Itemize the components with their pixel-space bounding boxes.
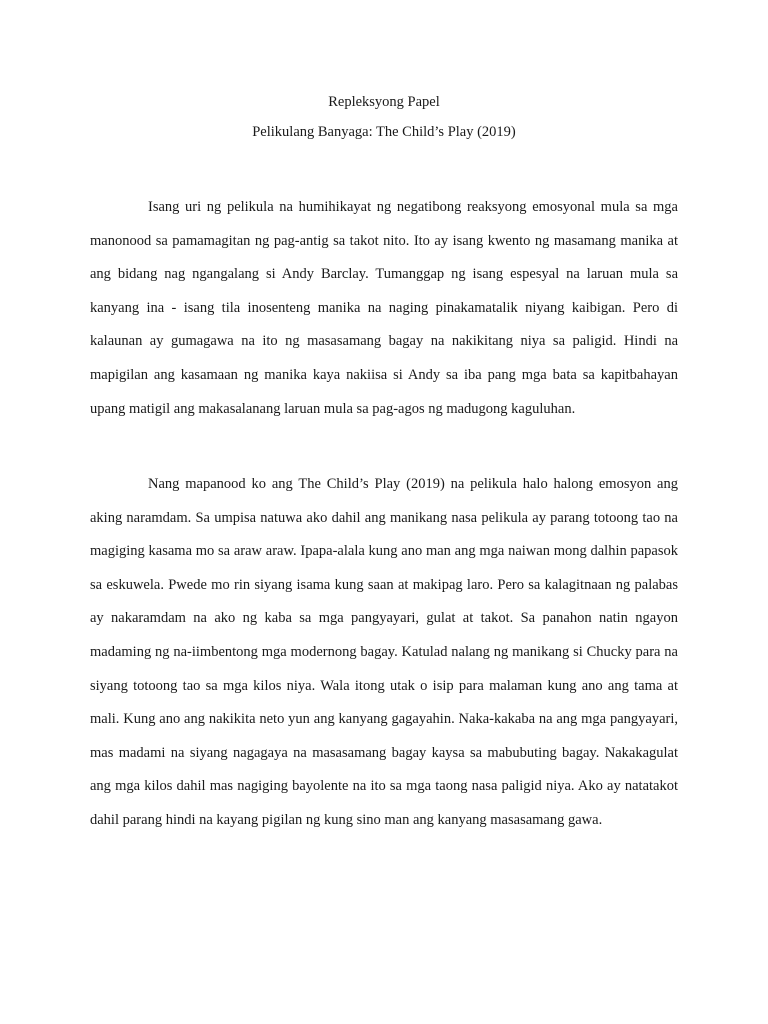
paragraph-2: Nang mapanood ko ang The Child’s Play (2019) na pelikula halo halong emosyon ang aking naramdam. Sa umpisa natuwa ako dahil ang manikang nasa pelikula ay parang totoong tao na magiging kasama mo sa araw araw. Ipapa-alala kung ano man ang mga naiwan mong dalhin papasok sa eskuwela. Pwede mo rin siyang isama kung saan at makipag laro. Pero sa kalagitnaan ng palabas ay nakaramdam na ako ng kaba sa mga pangyayari, gulat at takot. Sa panahon natin ngayon madaming ng na-iimbentong mga modernong bagay. Katulad nalang ng manikang si Chucky para na siyang totoong tao sa mga kilos niya. Wala itong utak o isip para malaman kung ano ang tama at mali. Kung ano ang nakikita neto yun ang kanyang gagayahin. Naka-kakaba na ang mga pangyayari, mas madami na siyang nagagaya na masasamang bagay kaysa sa mabubuting bagay. Nakakagulat ang mga kilos dahil mas nagiging bayolente na ito sa mga taong nasa paligid niya. Ako ay natatakot dahil parang hindi na kayang pigilan ng kung sino man ang kanyang masasamang gawa. (90, 476, 678, 828)
document-title: Repleksyong Papel (328, 94, 440, 110)
document-subtitle: Pelikulang Banyaga: The Child’s Play (2019) (252, 124, 516, 140)
paragraph-1: Isang uri ng pelikula na humihikayat ng negatibong reaksyong emosyonal mula sa mga manonood sa pamamagitan ng pag-antig sa takot nito. Ito ay isang kwento ng masamang manika at ang bidang nag ngangalang si Andy Barclay. Tumanggap ng isang espesyal na laruan mula sa kanyang ina - isang tila inosenteng manika na naging pinakamatalik niyang kaibigan. Pero di kalaunan ay gumagawa na ito ng masasamang bagay na nakikitang niya sa paligid. Hindi na mapigilan ang kasamaan ng manika kaya nakiisa si Andy sa iba pang mga bata sa kapitbahayan upang matigil ang makasalanang laruan mula sa pag-agos ng madugong kaguluhan. (90, 199, 678, 417)
